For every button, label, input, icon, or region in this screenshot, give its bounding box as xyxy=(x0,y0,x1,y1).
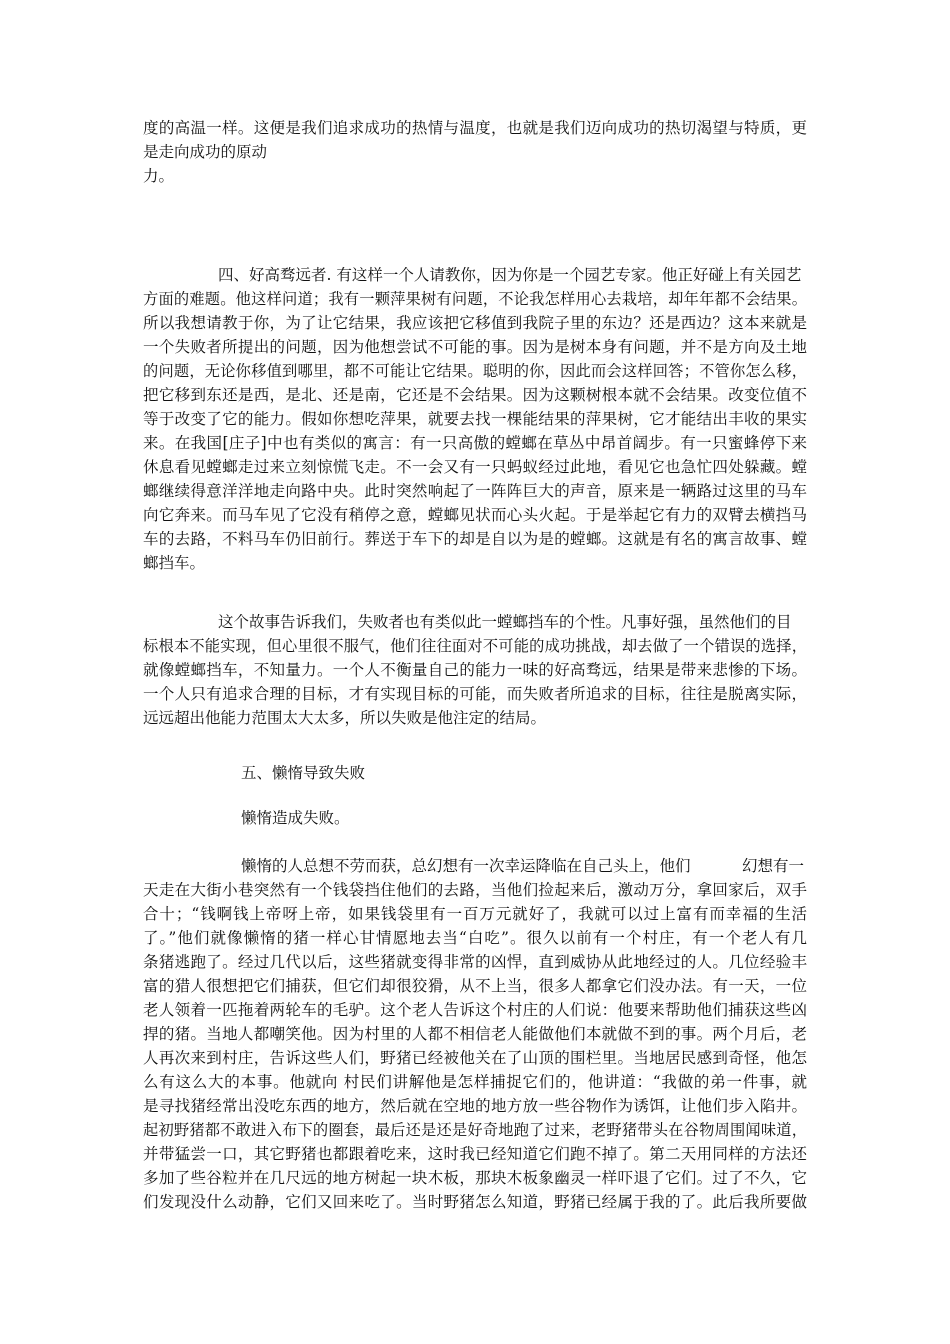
text-line: 是走向成功的原动 xyxy=(143,143,268,161)
text-line: 并带猛尝一口，其它野猪也都跟着吃来，这时我已经知道它们跑不掉了。第二天用同样的方法还 xyxy=(143,1145,807,1163)
text-line: 方面的难题。他这样问道；我有一颗萍果树有问题，不论我怎样用心去栽培，却年年都不会结果。 xyxy=(143,290,807,308)
text-line: 天走在大街小巷突然有一个钱袋挡住他们的去路，当他们捡起来后，激动万分，拿回家后，双手 xyxy=(143,881,807,899)
text-line: 么有这么大的本事。他就向 村民们讲解他是怎样捕捉它们的，他讲道：“我做的弟一件事，就 xyxy=(143,1073,807,1091)
text-line: 多加了些谷粒并在几尺远的地方树起一块木板，那块木板象幽灵一样吓退了它们。过了不久，它 xyxy=(143,1169,807,1187)
text-line: 螂挡车。 xyxy=(143,554,206,572)
text-line: 休息看见螳螂走过来立刻惊慌飞走。不一会又有一只蚂蚁经过此地，看见它也急忙四处躲藏。螳 xyxy=(143,458,807,476)
text-line: 度的高温一样。这便是我们追求成功的热情与温度，也就是我们迈向成功的热切渴望与特质，更 xyxy=(143,119,807,137)
text-line: 一个失败者所提出的问题，因为他想尝试不可能的事。因为是树本身有问题，并不是方向及土地 xyxy=(143,338,807,356)
text-line: 幻想有一 xyxy=(742,857,805,875)
text-line: 螂继续得意洋洋地走向路中央。此时突然响起了一阵阵巨大的声音，原来是一辆路过这里的马车 xyxy=(143,482,807,500)
text-line: 这个故事告诉我们，失败者也有类似此一螳螂挡车的个性。凡事好强，虽然他们的目 xyxy=(218,613,792,631)
text-line: 等于改变了它的能力。假如你想吃萍果，就要去找一棵能结果的萍果树，它才能结出丰收的果实 xyxy=(143,410,807,428)
text-line: 们发现没什么动静，它们又回来吃了。当时野猪怎么知道，野猪已经属于我的了。此后我所要做 xyxy=(143,1193,807,1211)
text-line: 向它奔来。而马车见了它没有稍停之意，螳螂见状而心头火起。于是举起它有力的双臂去横挡马 xyxy=(143,506,807,524)
text-line: 是寻找猪经常出没吃东西的地方，然后就在空地的地方放一些谷物作为诱饵，让他们步入陷井。 xyxy=(143,1097,807,1115)
text-line: 一个人只有追求合理的目标，才有实现目标的可能，而失败者所追求的目标，往往是脱离实际， xyxy=(143,685,807,703)
text-line: 标根本不能实现，但心里很不服气，他们往往面对不可能的成功挑战，却去做了一个错误的选择， xyxy=(143,637,807,655)
text-line: 捍的猪。当地人都嘲笑他。因为村里的人都不相信老人能做他们本就做不到的事。两个月后，老 xyxy=(143,1025,807,1043)
text-line: 条猪逃跑了。经过几代以后，这些猪就变得非常的凶悍，直到威协从此地经过的人。几位经验丰 xyxy=(143,953,807,971)
text-line: 远远超出他能力范围太大太多，所以失败是他注定的结局。 xyxy=(143,709,547,727)
text-line: 起初野猪都不敢进入布下的圈套，最后还是还是好奇地跑了过来，老野猪带头在谷物周围闻味道， xyxy=(143,1121,807,1139)
text-line: 老人领着一匹拖着两轮车的毛驴。这个老人告诉这个村庄的人们说：他要来帮助他们捕获这些凶 xyxy=(143,1001,807,1019)
text-line: 懒惰的人总想不劳而获，总幻想有一次幸运降临在自己头上，他们 xyxy=(241,857,691,875)
section-heading-5: 五、懒惰导致失败 xyxy=(241,764,366,782)
text-line: 的问题，无论你移值到哪里，都不可能让它结果。聪明的你，因此而会这样回答；不管你怎么移， xyxy=(143,362,807,380)
text-line: 懒惰造成失败。 xyxy=(241,809,350,827)
text-line: 力。 xyxy=(143,167,175,185)
text-line: 合十；“钱啊钱上帝呀上帝，如果钱袋里有一百万元就好了，我就可以过上富有而幸福的生活 xyxy=(143,905,807,923)
text-line: 了。”他们就像懒惰的猪一样心甘情愿地去当“白吃”。很久以前有一个村庄，有一个老人有几 xyxy=(143,929,807,947)
text-line: 来。在我国[庄子]中也有类似的寓言：有一只高傲的螳螂在草丛中昂首阔步。有一只蜜蜂停下来 xyxy=(143,434,807,452)
text-line: 人再次来到村庄，告诉这些人们，野猪已经被他关在了山顶的围栏里。当地居民感到奇怪，他怎 xyxy=(143,1049,807,1067)
section-heading-4: 四、好高骛远者. 有这样一个人请教你，因为你是一个园艺专家。他正好碰上有关园艺 xyxy=(218,266,802,284)
text-line: 就像螳螂挡车，不知量力。一个人不衡量自己的能力一味的好高骛远，结果是带来悲惨的下场。 xyxy=(143,661,807,679)
text-line: 所以我想请教于你，为了让它结果，我应该把它移值到我院子里的东边？还是西边？这本来就是 xyxy=(143,314,807,332)
text-line: 富的猎人很想把它们捕获，但它们却很狡猾，从不上当，很多人都拿它们没办法。有一天，一位 xyxy=(143,977,807,995)
text-line: 把它移到东还是西，是北、还是南，它还是不会结果。因为这颗树根本就不会结果。改变位值不 xyxy=(143,386,807,404)
text-line: 车的去路，不料马车仍旧前行。葬送于车下的却是自以为是的螳螂。这就是有名的寓言故事、螳 xyxy=(143,530,807,548)
